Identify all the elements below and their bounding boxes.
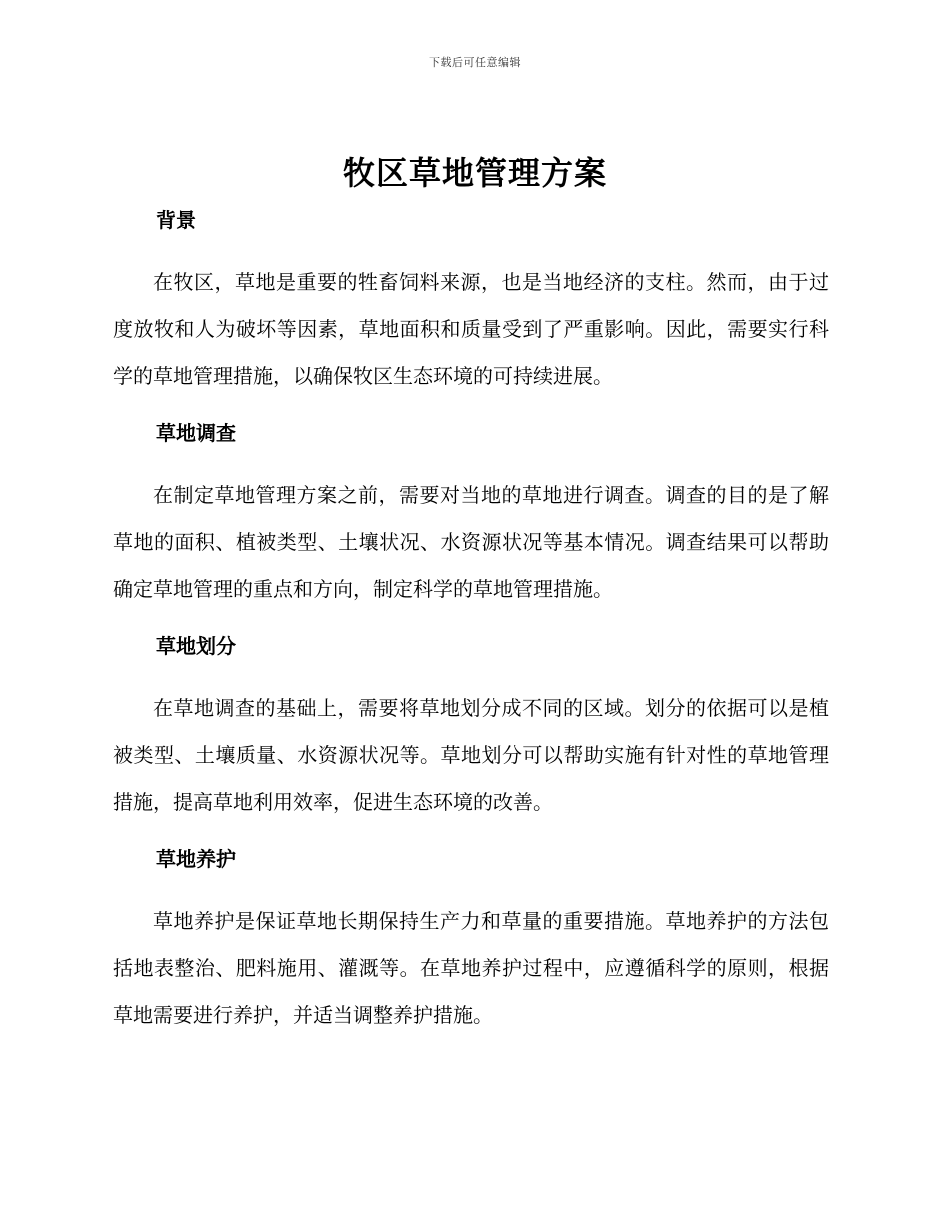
section-heading: 草地养护 xyxy=(156,847,236,871)
section-paragraph: 在制定草地管理方案之前，需要对当地的草地进行调查。调查的目的是了解草地的面积、植被类型、土壤状况、水资源状况等基本情况。调查结果可以帮助确定草地管理的重点和方向，制定科学的草地管理措施。 xyxy=(113,483,829,601)
section-paragraph: 在牧区，草地是重要的牲畜饲料来源，也是当地经济的支柱。然而，由于过度放牧和人为破坏等因素，草地面积和质量受到了严重影响。因此，需要实行科学的草地管理措施，以确保牧区生态环境的可持续进展。 xyxy=(113,270,829,388)
section-grassland-maintenance xyxy=(113,844,829,1039)
section-grassland-division xyxy=(113,631,829,826)
section-heading: 草地调查 xyxy=(156,421,236,445)
section-heading: 草地划分 xyxy=(156,634,236,658)
section-paragraph: 在草地调查的基础上，需要将草地划分成不同的区域。划分的依据可以是植被类型、土壤质量、水资源状况等。草地划分可以帮助实施有针对性的草地管理措施，提高草地利用效率，促进生态环境的改善。 xyxy=(113,696,829,814)
header-note: 下载后可任意编辑 xyxy=(429,56,521,69)
section-grassland-survey xyxy=(113,418,829,613)
document-content xyxy=(113,205,829,1039)
section-background xyxy=(113,205,829,400)
section-heading: 背景 xyxy=(156,208,196,232)
document-title: 牧区草地管理方案 xyxy=(342,154,607,192)
section-paragraph: 草地养护是保证草地长期保持生产力和草量的重要措施。草地养护的方法包括地表整治、肥料施用、灌溉等。在草地养护过程中，应遵循科学的原则，根据草地需要进行养护，并适当调整养护措施。 xyxy=(113,909,829,1027)
